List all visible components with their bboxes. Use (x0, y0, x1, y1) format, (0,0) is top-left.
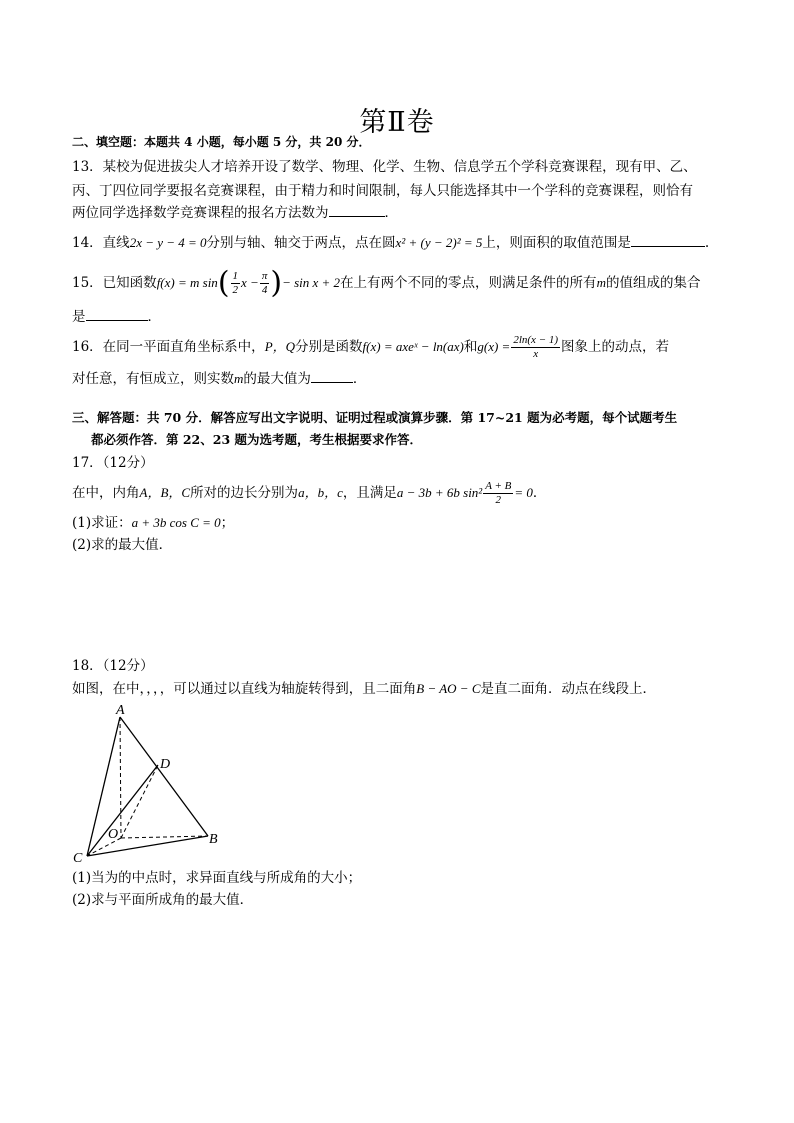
q17-eq-a: a − 3b + 6b sin² (396, 485, 483, 500)
q13-line2: 丙、丁四位同学要报名竞赛课程，由于精力和时间限制，每人只能选择其中一个学科的竞赛课程，则恰有 (72, 183, 693, 199)
q16-suffix: 图象上的动点，若 (561, 339, 670, 355)
q15-prefix: 15．已知函数 (72, 275, 157, 291)
label-c: C (73, 851, 83, 866)
q18-stem (72, 677, 724, 701)
q14-end: . (704, 235, 710, 251)
q15-line2-text: 是 (72, 309, 86, 325)
q17-eq-b: = 0 (514, 485, 533, 500)
q14-line (72, 231, 724, 255)
q17-part1 (72, 511, 724, 535)
q16-function-f: f(x) = axeˣ − ln(ax) (362, 339, 464, 354)
q18-stem-b: 是直二面角．动点在线段上． (480, 681, 657, 697)
edge-ao (120, 717, 121, 838)
q15-answer-blank (86, 307, 148, 321)
q18-header: 18．（12分） (72, 658, 154, 674)
q18-dihedral: B − AO − C (416, 681, 481, 696)
section3-header-line2: 都必须作答．第 22、23 题为选考题，考生根据要求作答． (91, 432, 422, 447)
q16-frac-g: $\frac{2\ln(x - 1)}{x}$ (513, 334, 559, 360)
q15-tail: − sin x + 2 (282, 275, 341, 290)
q13-answer-blank (329, 203, 385, 217)
q16-line2a: 对任意，有恒成立，则实数 (72, 371, 234, 387)
q16-pq: P，Q (264, 339, 296, 354)
edge-od (121, 765, 158, 838)
q13-line3 (72, 201, 724, 225)
q18-figure (68, 700, 238, 870)
q14-answer-blank (631, 233, 705, 247)
q15-line2 (72, 305, 724, 329)
q16-prefix: 16．在同一平面直角坐标系中， (72, 339, 265, 355)
q15-end: ． (147, 309, 161, 325)
edge-ab (120, 717, 208, 836)
q16-mid: 分别是函数 (295, 339, 363, 355)
q15-right-paren: ) (270, 265, 283, 301)
q15-function: f(x) = m sin (156, 275, 218, 290)
q18-part1: (1)当为的中点时，求异面直线与所成角的大小； (72, 870, 362, 886)
q13-end: ． (384, 205, 398, 221)
q16-function-g: g(x) = (477, 339, 511, 354)
q16-m: m (234, 371, 244, 386)
q13-line1: 13．某校为促进拔尖人才培养开设了数学、物理、化学、生物、信息学五个学科竞赛课程，现有甲、乙、 (72, 159, 697, 175)
q17-p1-end: ； (220, 515, 235, 531)
q17-stem-c: ，且满足 (342, 485, 397, 501)
q17-sides: a，b，c (298, 485, 343, 500)
q16-end: ． (352, 371, 367, 387)
q15-left-paren: ( (217, 265, 230, 301)
q16-line1 (72, 334, 724, 361)
q17-p1-prefix: (1)求证： (72, 515, 132, 531)
page-title: 第Ⅱ卷 (359, 107, 435, 138)
q17-stem-a: 在中，内角 (72, 485, 140, 501)
q16-answer-blank (311, 369, 353, 383)
q13-text: 两位同学选择数学竞赛课程的报名方法数为 (72, 205, 329, 221)
label-b: B (209, 832, 218, 847)
q15-suffix2: 的值组成的集合 (605, 275, 701, 291)
q15-frac-half: $\frac{1}{2}$ (232, 270, 239, 296)
q16-line2 (72, 367, 724, 391)
q14-line-equation: 2x − y − 4 = 0 (129, 235, 207, 250)
q16-line2b: 的最大值为 (243, 371, 311, 387)
q15-x: x − (241, 275, 259, 290)
q18-stem-a: 如图，在中，，，，可以通过以直线为轴旋转得到，且二面角 (72, 681, 417, 697)
q14-mid: 分别与轴、轴交于两点，点在圆 (206, 235, 396, 251)
q17-header: 17．（12分） (72, 455, 154, 471)
q15-m: m (596, 275, 606, 290)
q17-p1-eq: a + 3b cos C = 0 (131, 515, 221, 530)
label-o: O (108, 827, 119, 842)
q14-prefix: 14．直线 (72, 235, 130, 251)
section2-header: 二、填空题：本题共 4 小题，每小题 5 分，共 20 分． (72, 135, 371, 149)
q17-frac: $\frac{A + B}{2}$ (485, 480, 512, 506)
q17-part2: (2)求的最大值． (72, 537, 173, 553)
q18-part2: (2)求与平面所成角的最大值． (72, 892, 254, 908)
q14-suffix: 上，则面积的取值范围是 (482, 235, 631, 251)
label-a: A (116, 703, 125, 718)
q17-angles: A，B，C (139, 485, 191, 500)
q15-line1 (72, 265, 724, 301)
q14-circle-equation: x² + (y − 2)² = 5 (395, 235, 483, 250)
section3-header-line1: 三、解答题：共 70 分．解答应写出文字说明、证明过程或演算步骤．第 17~21 题为必考题，每个试题考生 (72, 410, 678, 425)
label-d: D (160, 757, 171, 772)
q17-end: ． (532, 485, 547, 501)
q16-and: 和 (463, 339, 478, 355)
q17-stem-b: 所对的边长分别为 (190, 485, 299, 501)
q15-frac-pi4: $\frac{\pi}{4}$ (261, 270, 268, 296)
q17-stem (72, 480, 724, 507)
q15-suffix: 在上有两个不同的零点，则满足条件的所有 (340, 275, 597, 291)
